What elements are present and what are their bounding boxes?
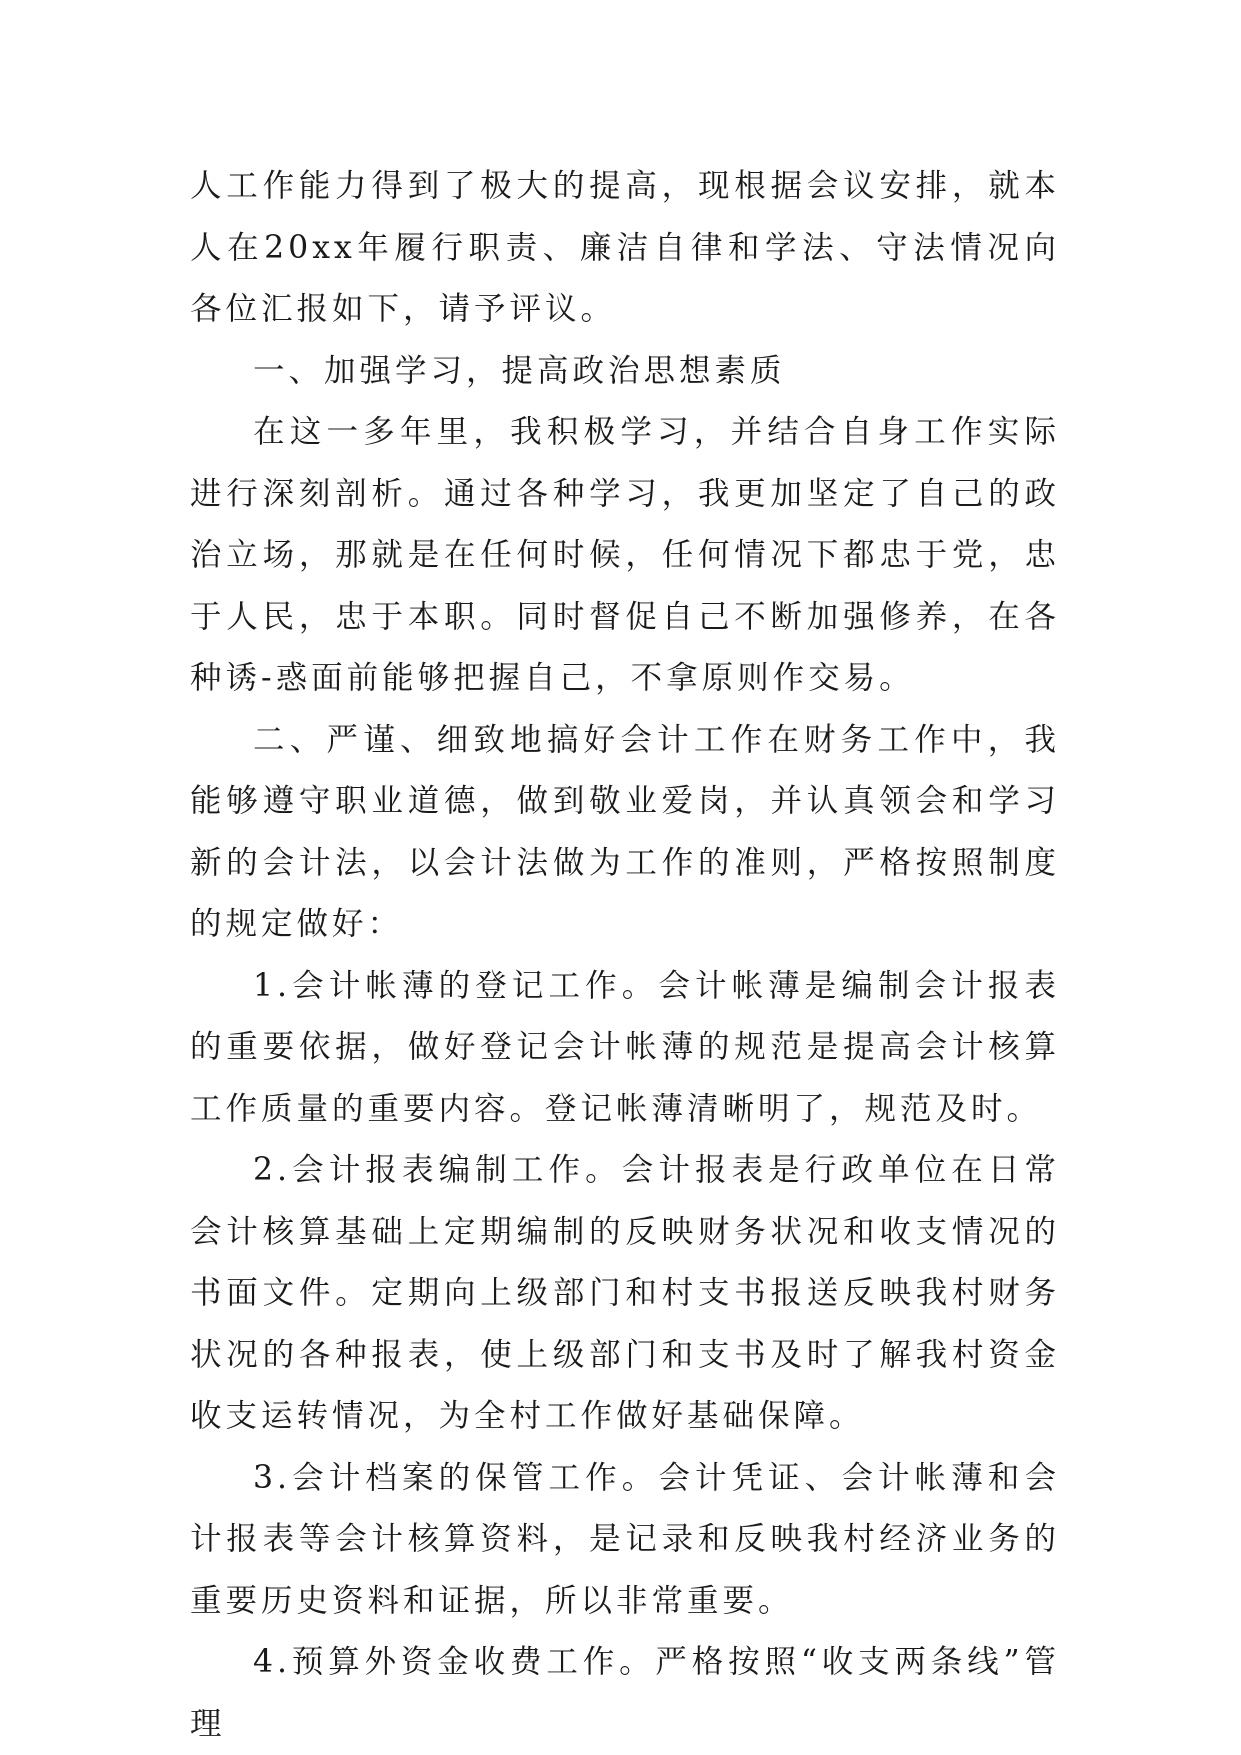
section-heading-2: 二、严谨、细致地搞好会计工作在财务工作中，我能够遵守职业道德，做到敬业爱岗，并认真领会和学习新的会计法，以会计法做为工作的准则，严格按照制度的规定做好： [190,721,1060,942]
list-item-ledger: 1.会计帐薄的登记工作。会计帐薄是编制会计报表的重要依据，做好登记会计帐薄的规范是提高会计核算工作质量的重要内容。登记帐薄清晰明了，规范及时。 [190,967,1060,1127]
paragraph-study: 在这一多年里，我积极学习，并结合自身工作实际进行深刻剖析。通过各种学习，我更加坚定了自己的政治立场，那就是在任何时候，任何情况下都忠于党，忠于人民，忠于本职。同时督促自己不断加强修养，在各种诱-惑面前能够把握自己，不拿原则作交易。 [190,414,1060,696]
document-body [190,156,1060,1755]
list-item-archives: 3.会计档案的保管工作。会计凭证、会计帐薄和会计报表等会计核算资料，是记录和反映我村经济业务的重要历史资料和证据，所以非常重要。 [190,1459,1060,1619]
section-heading-1: 一、加强学习，提高政治思想素质 [253,352,786,389]
list-item-fees: 4.预算外资金收费工作。严格按照“收支两条线”管理 [190,1644,1060,1742]
list-item-reports: 2.会计报表编制工作。会计报表是行政单位在日常会计核算基础上定期编制的反映财务状况和收支情况的书面文件。定期向上级部门和村支书报送反映我村财务状况的各种报表，使上级部门和支书及时了解我村资金收支运转情况，为全村工作做好基础保障。 [190,1152,1060,1434]
paragraph-continuation: 人工作能力得到了极大的提高，现根据会议安排，就本人在20xx年履行职责、廉洁自律和学法、守法情况向各位汇报如下，请予评议。 [190,168,1060,327]
